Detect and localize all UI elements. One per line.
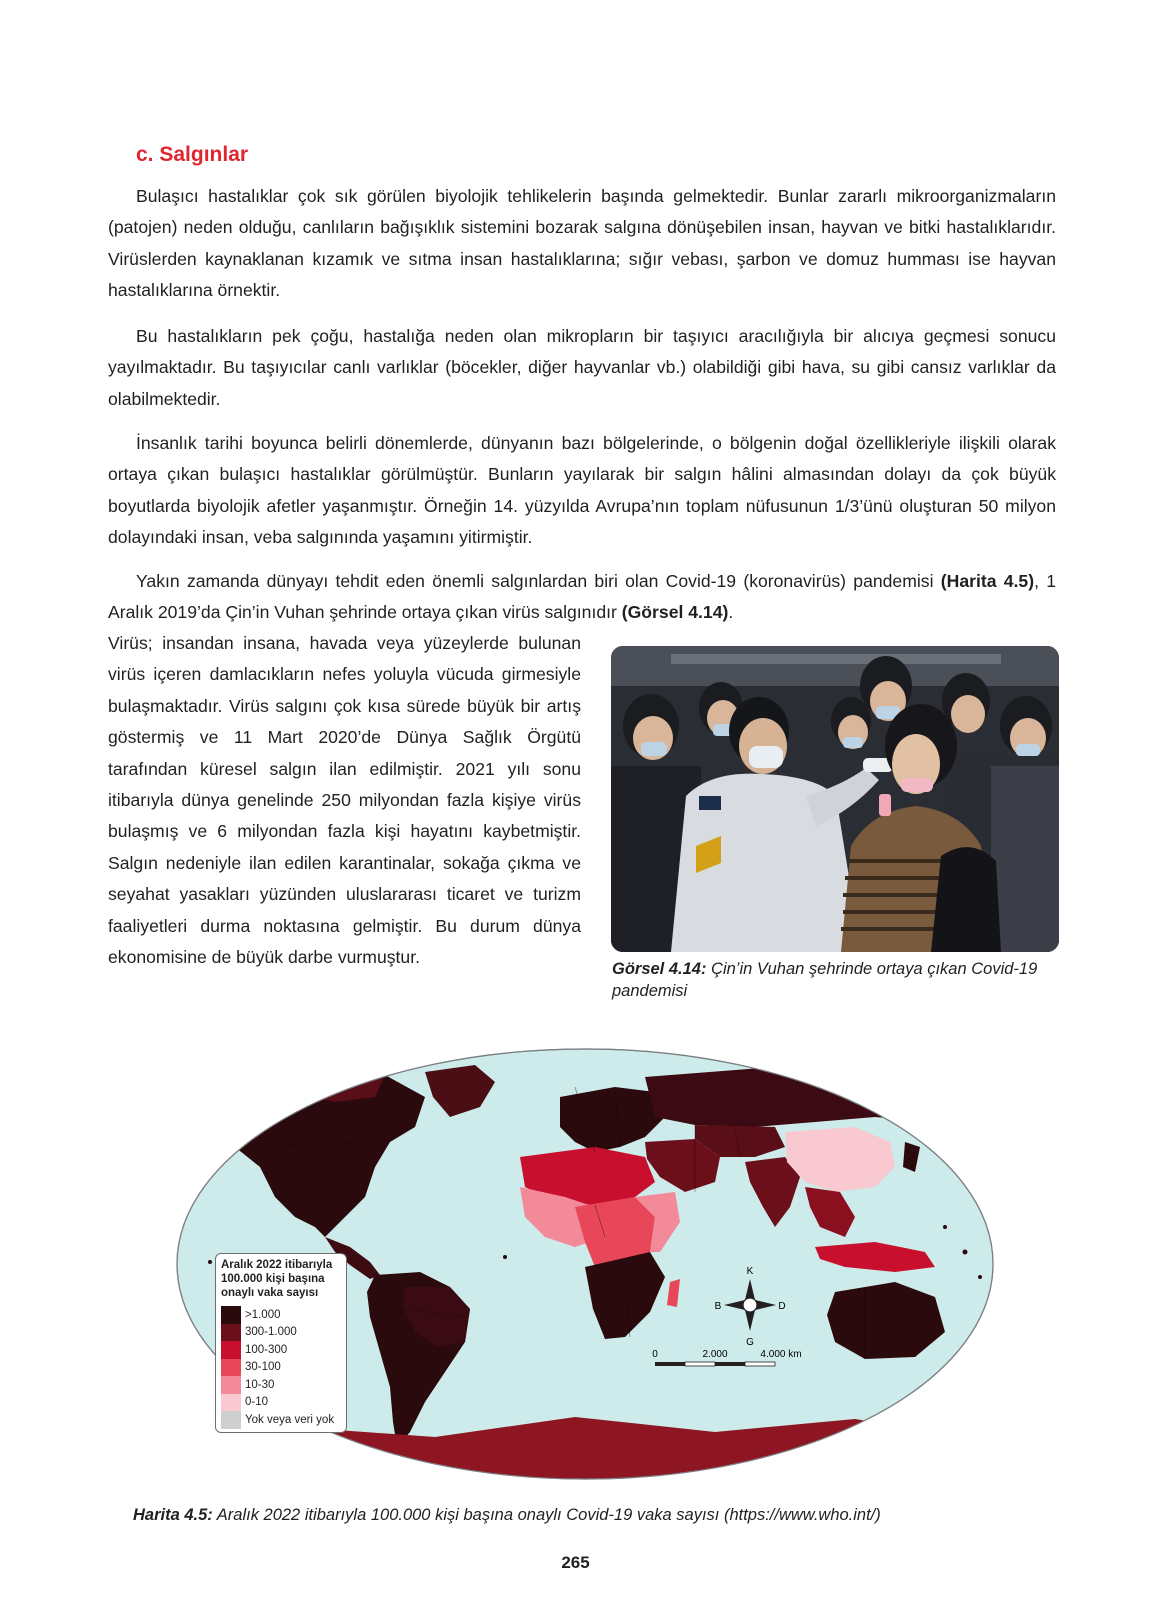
covid-intro-text-b: , 1 Aralık 2019’da Çin’in Vuhan şehrinde ortaya çıkan virüs salgınıdır — [108, 571, 1057, 623]
legend-row — [221, 1376, 341, 1394]
scale-end: 4.000 km — [760, 1349, 802, 1360]
legend-title: Aralık 2022 itibarıyla 100.000 kişi başına onaylı vaka sayısı — [221, 1259, 333, 1299]
legend-swatch — [221, 1411, 241, 1429]
compass-north: K — [746, 1266, 754, 1277]
legend-swatch — [221, 1359, 241, 1377]
map-legend — [215, 1253, 347, 1433]
covid-intro-text-c: . — [728, 602, 734, 623]
paragraph-infectious-diseases: Bulaşıcı hastalıklar çok sık görülen biyolojik tehlikelerin başında gelmektedir. Bunlar zararlı mikroorganizmaların (patojen) neden olduğu, canlıların bağışıklık sistemini bozarak salgına dönüşebilen insan, hayvan ve bitki hastalıklarıdır. Virüslerden kaynaklanan kızamık ve sıtma insan hastalıklarına; sığır vebası, şarbon ve domuz humması ise hayvan hastalıklarına örnektir. — [108, 186, 1056, 301]
map-caption-label: Harita 4.5: — [133, 1506, 213, 1524]
photo-caption — [612, 958, 1072, 1002]
photo-caption-label: Görsel 4.14: — [612, 960, 707, 978]
legend-label: 10-30 — [245, 1378, 275, 1391]
scale-mid: 2.000 — [702, 1349, 728, 1360]
paragraph-carriers: Bu hastalıkların pek çoğu, hastalığa neden olan mikropların bir taşıyıcı aracılığıyla bir alıcıya geçmesi sonucu yayılmaktadır. Bu taşıyıcılar canlı varlıklar (böcekler, diğer hayvanlar vb.) olabildiği gibi hava, su gibi cansız varlıklar da olabilmektedir. — [108, 326, 1056, 409]
map-reference: (Harita 4.5) — [940, 571, 1035, 591]
legend-swatch — [221, 1376, 241, 1394]
legend-row — [221, 1324, 341, 1342]
page-number: 265 — [561, 1553, 590, 1572]
russia — [645, 1067, 975, 1127]
covid-photo — [611, 646, 1059, 952]
legend-row — [221, 1411, 341, 1429]
covid-intro-text-a: Yakın zamanda dünyayı tehdit eden önemli salgınlardan biri olan Covid-19 (koronavirüs) pandemisi — [136, 571, 941, 591]
legend-label: >1.000 — [245, 1308, 281, 1321]
legend-row — [221, 1306, 341, 1324]
legend-label: 100-300 — [245, 1343, 288, 1356]
scale-zero: 0 — [652, 1349, 658, 1360]
paragraph-covid-intro — [108, 566, 1056, 629]
legend-row — [221, 1359, 341, 1377]
paragraph-covid-spread: Virüs; insandan insana, havada veya yüzeylerde bulunan virüs içeren damlacıkların nefes yoluyla vücuda girmesiyle bulaşmaktadır. Virüs salgını çok kısa sürede büyük bir artış göstermiş ve 11 Mart 2020’de Dünya Sağlık Örgütü tarafından küresel salgın ilan edilmiştir. 2021 yılı sonu itibarıyla dünya genelinde 250 milyondan fazla kişiye virüs bulaşmış ve 6 milyondan fazla kişi hayatını kaybetmiştir. Salgın nedeniyle ilan edilen karantinalar, sokağa çıkma ve seyahat yasakları yüzünden uluslararası ticaret ve turizm faaliyetleri durma noktasına gelmiştir. Bu durum dünya ekonomisine de büyük darbe vurmuştur. — [108, 633, 581, 968]
map-caption — [133, 1506, 1033, 1525]
legend-swatch — [221, 1341, 241, 1359]
legend-label: 30-100 — [245, 1361, 281, 1374]
legend-swatch — [221, 1394, 241, 1412]
legend-swatch — [221, 1306, 241, 1324]
compass-west: B — [714, 1301, 722, 1312]
covid-photo-illustration — [611, 646, 1059, 952]
section-title: c. Salgınlar — [136, 143, 249, 166]
legend-row — [221, 1394, 341, 1412]
paragraph-history: İnsanlık tarihi boyunca belirli dönemlerde, dünyanın bazı bölgelerinde, o bölgenin doğal özellikleriyle ilişkili olarak ortaya çıkan bulaşıcı hastalıklar görülmüştür. Bunların yayılarak bir salgın hâlini almasından dolayı da çok büyük boyutlarda biyolojik afetler yaşanmıştır. Örneğin 14. yüzyılda Avrupa’nın toplam nüfusunun 1/3’ünü oluşturan 50 milyon dolayındaki insan, veba salgınında yaşamını yitirmiştir. — [108, 433, 1056, 548]
compass-east: D — [778, 1301, 786, 1312]
compass-south: G — [746, 1337, 754, 1348]
photo-reference: (Görsel 4.14) — [621, 602, 729, 623]
map-caption-text: Aralık 2022 itibarıyla 100.000 kişi başına onaylı Covid-19 vaka sayısı (https://www.who.int/) — [212, 1506, 881, 1524]
legend-swatch — [221, 1324, 241, 1342]
new-zealand — [959, 1347, 973, 1372]
legend-label: Yok veya veri yok — [245, 1413, 335, 1426]
legend-label: 0-10 — [245, 1396, 269, 1409]
legend-row — [221, 1341, 341, 1359]
legend-label: 300-1.000 — [245, 1326, 297, 1339]
photo-caption-text: Çin’in Vuhan şehrinde ortaya çıkan Covid-19 pandemisi — [612, 960, 1038, 1000]
